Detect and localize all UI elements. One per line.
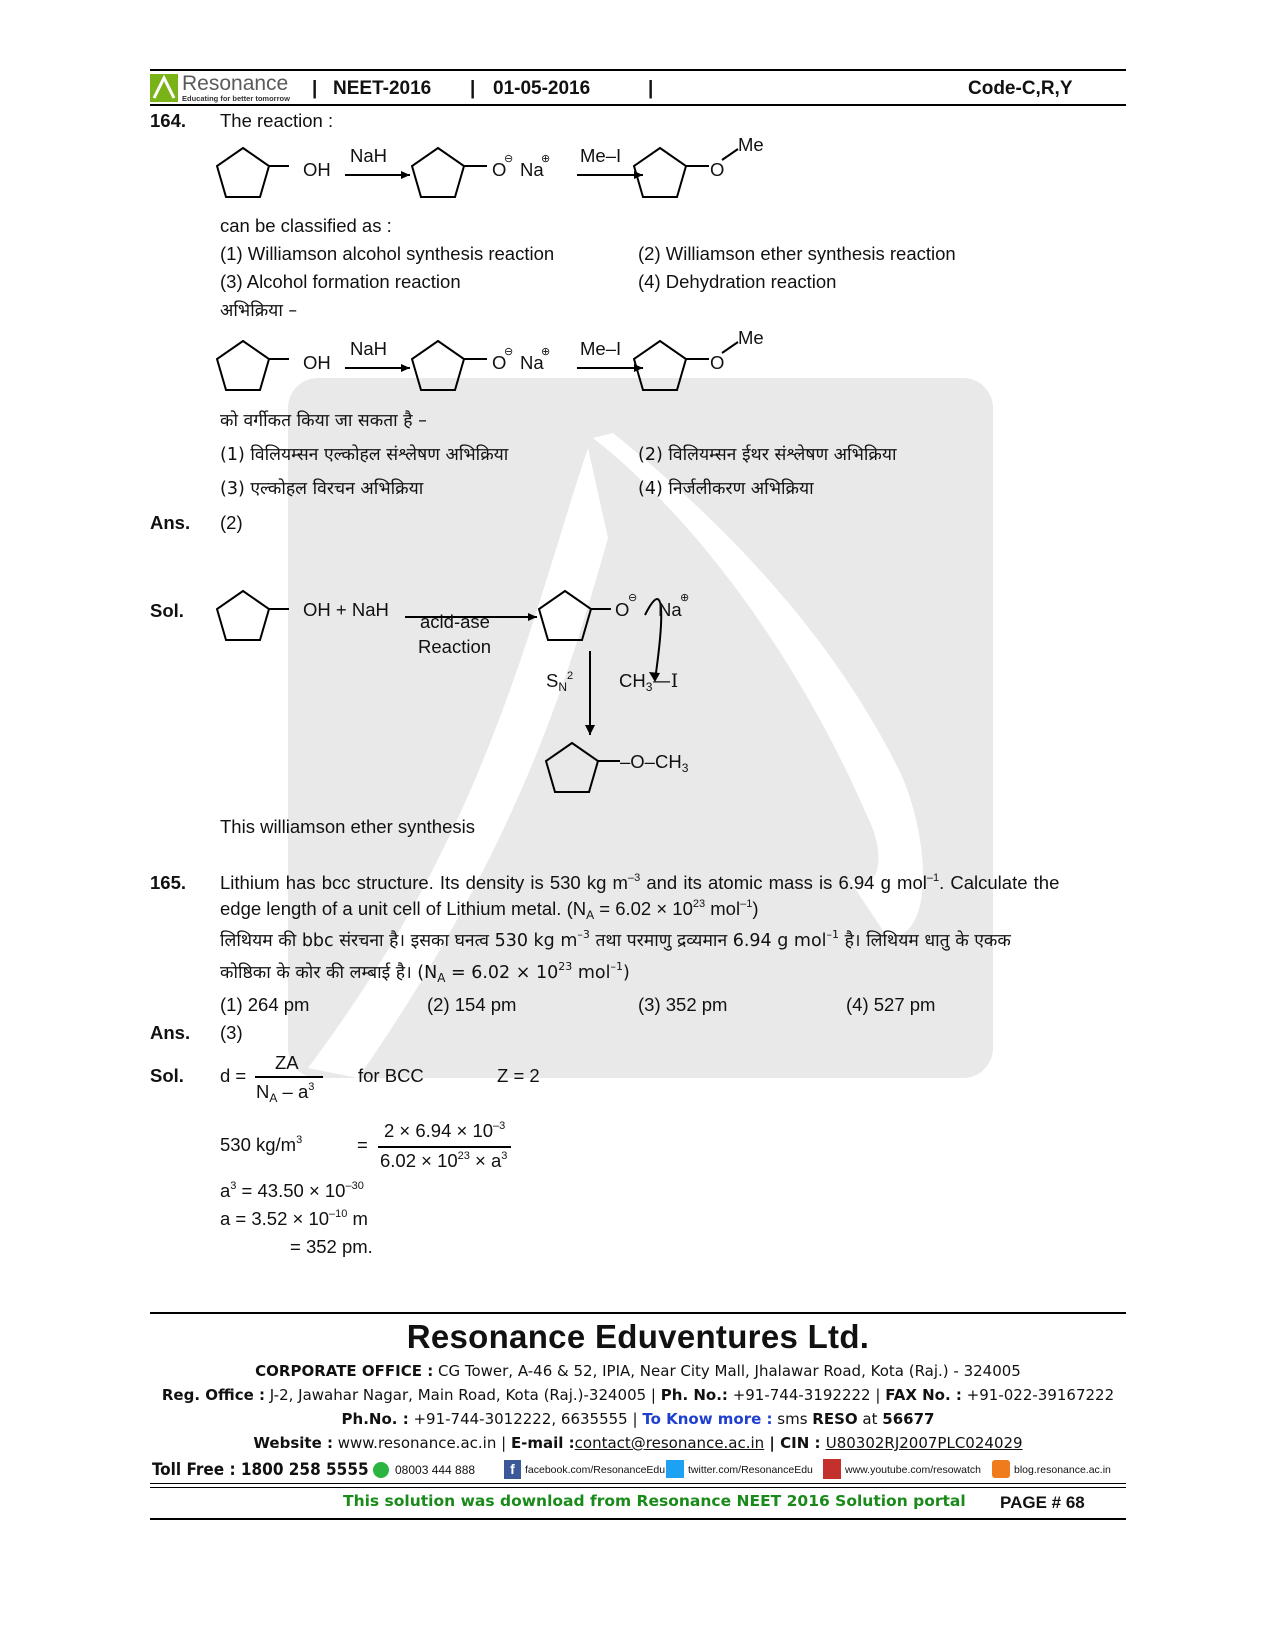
scheme-o: O [710,159,725,180]
exam-name: NEET-2016 [333,78,432,99]
text-segment: – a [277,1081,309,1102]
corporate-office [150,1362,1126,1380]
label: | CIN : [764,1434,826,1452]
minus-charge-icon: ⊖ [504,346,514,358]
text-segment: कोष्ठिका के कोर की लम्बाई है। (N [220,963,438,983]
q164-option-2-hi: (2) विलियम्सन ईथर संश्लेषण अभिक्रिया [638,445,897,465]
sol-result-3: = 352 pm. [290,1236,373,1257]
q164-option-3-en: (3) Alcohol formation reaction [220,271,461,292]
header-top-rule [150,69,1126,71]
sub: A [586,908,595,922]
text-segment: CG Tower, A-46 & 52, IPIA, Near City Mall, Jhalawar Road, Kota (Raj.) - 324005 [433,1362,1021,1380]
sol-frac-num: ZA [275,1052,299,1073]
header-sep-2: | [470,78,476,99]
sub: A [437,971,446,985]
sup: –10 [329,1208,348,1220]
q165-en-line-2 [220,898,759,920]
q165-sol-label: Sol. [150,1065,184,1086]
twitter-link[interactable]: twitter.com/ResonanceEdu [688,1464,813,1476]
whatsapp-icon [373,1462,389,1478]
logo-tagline: Educating for better tomorrow [182,94,290,103]
sol-oh-nah: OH + NaH [303,599,389,620]
sup: –3 [577,928,590,941]
q164-number: 164. [150,110,187,131]
q164-option-1-en: (1) Williamson alcohol synthesis reaction [220,243,555,264]
email-link[interactable]: contact@resonance.ac.in [574,1434,765,1452]
sup: –3 [627,872,641,884]
label: E-mail : [510,1434,575,1452]
q164-stem-hi: अभिक्रिया – [220,301,298,321]
minus-charge-icon: ⊖ [628,592,638,604]
scheme-reagent-mei: Me–I [580,145,622,166]
sol-frac2-num [384,1120,505,1142]
sn-sub: N [558,680,568,694]
toll-free: Toll Free : 1800 258 5555 [152,1460,369,1480]
text-segment: Lithium has bcc structure. Its density is 530 kg m [220,872,628,893]
q165-hi-line-1 [220,930,1011,952]
text-segment: m [347,1208,368,1229]
q164-solution-scheme [215,585,735,810]
scheme-o-minus: O [492,159,507,180]
scheme-oh: OH [303,159,331,180]
q165-option-3: (3) 352 pm [638,994,728,1015]
sol-sn2 [546,670,573,692]
ch3-i: —I [652,671,679,692]
text-segment: 530 kg/m [220,1134,297,1155]
scheme-o: O [710,352,725,373]
sn-sup: 2 [567,670,574,682]
q164-scheme-en [215,134,795,210]
website-line [150,1434,1126,1452]
cin-number: U80302RJ2007PLC024029 [825,1434,1023,1452]
scheme-me: Me [738,327,764,348]
q164-answer: (2) [220,512,243,533]
scheme-reagent-mei: Me–I [580,338,622,359]
sup: 3 [501,1150,508,1162]
text-segment: N [256,1081,270,1102]
sol-na: Na [658,599,682,620]
text-segment: +91-744-3012222, 6635555 | [408,1410,643,1428]
label: Reg. Office : [161,1386,266,1404]
q165-answer: (3) [220,1022,243,1043]
label: FAX No. : [885,1386,962,1404]
sup: –3 [493,1120,506,1132]
sup: –30 [345,1180,364,1192]
ch3-sub: 3 [645,680,653,694]
fraction-bar [378,1146,511,1148]
logo-icon [150,74,178,102]
sup: –1 [926,872,940,884]
text-segment: mol [705,898,741,919]
phone-line [150,1410,1126,1428]
text-segment: +91-022-39167222 [961,1386,1115,1404]
q164-option-4-hi: (4) निर्जलीकरण अभिक्रिया [638,479,814,499]
q165-hi-line-2 [220,962,630,984]
q164-option-2-en: (2) Williamson ether synthesis reaction [638,243,956,264]
och3-sub: 3 [681,761,689,775]
sol-equals: = [357,1134,368,1155]
text-segment: लिथियम की bbc संरचना है। इसका घनत्व 530 kg m [220,931,578,951]
sup: –1 [826,928,840,941]
sup: 3 [230,1180,237,1192]
text-segment: a [220,1180,231,1201]
text-segment: sms [772,1410,813,1428]
sup: 23 [558,960,573,973]
label: Ph. No.: [660,1386,728,1404]
exam-code: Code-C,R,Y [968,78,1073,99]
q164-option-3-hi: (3) एल्कोहल विरचन अभिक्रिया [220,479,424,499]
facebook-icon: f [504,1460,521,1479]
sup: 3 [296,1134,303,1146]
label: RESO [812,1410,858,1428]
resonance-logo [150,74,178,107]
footer-top-rule [150,1312,1126,1314]
website-link[interactable]: www.resonance.ac.in | [332,1434,511,1452]
q164-option-4-en: (4) Dehydration reaction [638,271,837,292]
plus-charge-icon: ⊕ [541,346,551,358]
q165-option-2: (2) 154 pm [427,994,517,1015]
footer-rule-1 [150,1483,1126,1484]
scheme-na: Na [520,352,544,373]
q165-option-1: (1) 264 pm [220,994,310,1015]
facebook-link[interactable]: facebook.com/ResonanceEdu [525,1464,666,1476]
q164-classified-en: can be classified as : [220,215,392,236]
q165-number: 165. [150,872,187,893]
header-sep-3: | [648,78,654,99]
sol-arrow-label-top: acid-ase [420,611,490,632]
text-segment: and its atomic mass is 6.94 g mol [640,872,927,893]
sol-d-eq: d = [220,1065,247,1086]
youtube-icon [823,1459,841,1479]
scheme-reagent-nah: NaH [350,338,388,359]
scheme-me: Me [738,134,764,155]
blog-link[interactable]: blog.resonance.ac.in [1014,1464,1111,1476]
whatsapp-number[interactable]: 08003 444 888 [395,1463,476,1477]
q164-sol-conclusion: This williamson ether synthesis [220,816,475,837]
text-segment: mol [572,963,611,983]
sup: –1 [740,898,753,910]
header-sep-1: | [312,78,318,99]
q164-classified-hi: को वर्गीकत किया जा सकता है – [220,411,427,431]
sol-o-minus: O [615,599,630,620]
label: To Know more : [642,1410,773,1428]
text-segment: 2 × 6.94 × 10 [384,1120,494,1141]
text-segment: = 6.02 × 10 [594,898,693,919]
q165-en-line-1 [220,872,1059,894]
text-segment: = 6.02 × 10 [445,963,559,983]
fraction-bar [255,1076,323,1078]
text-segment: a = 3.52 × 10 [220,1208,330,1229]
text-segment: ) [622,963,630,983]
q164-scheme-hi [215,327,795,403]
label: CORPORATE OFFICE : [255,1362,434,1380]
sub: A [269,1091,278,1105]
twitter-icon [666,1460,684,1478]
sol-och3 [620,751,688,773]
header-bottom-rule [150,104,1126,106]
text-segment: J-2, Jawahar Nagar, Main Road, Kota (Raj.)-324005 | [265,1386,661,1404]
sol-lhs [220,1134,302,1156]
scheme-na: Na [520,159,544,180]
label: Website : [253,1434,333,1452]
text-segment: है। लिथियम धातु के एकक [839,931,1011,951]
och3-text: –O–CH [620,751,682,772]
footer-bottom-rule [150,1518,1126,1520]
youtube-link[interactable]: www.youtube.com/resowatch [845,1464,981,1476]
plus-charge-icon: ⊕ [541,153,551,165]
sn-text: S [546,670,559,691]
registered-office [150,1386,1126,1404]
blogger-icon [992,1460,1010,1478]
sup: 3 [308,1081,315,1093]
text-segment: at [857,1410,883,1428]
sol-arrow-label-bottom: Reaction [418,636,492,657]
label: Ph.No. : [341,1410,409,1428]
scheme-o-minus: O [492,352,507,373]
sol-for-bcc: for BCC [358,1065,424,1086]
logo-name: Resonance [182,72,289,95]
sup: 23 [457,1150,470,1162]
text-segment: edge length of a unit cell of Lithium metal. (N [220,898,587,919]
sol-ch3i [619,670,678,693]
exam-date: 01-05-2016 [493,78,591,99]
text-segment: = 43.50 × 10 [236,1180,346,1201]
download-note: This solution was download from Resonance NEET 2016 Solution portal [343,1492,966,1510]
minus-charge-icon: ⊖ [504,153,514,165]
label: 56677 [882,1410,935,1428]
q164-stem-en: The reaction : [220,110,334,131]
text-segment: +91-744-3192222 | [727,1386,886,1404]
footer-rule-2 [150,1487,1126,1488]
company-name: Resonance Eduventures Ltd. [406,1318,870,1355]
text-segment: 6.02 × 10 [380,1150,458,1171]
text-segment: ) [752,898,759,919]
sup: 23 [692,898,706,910]
q165-option-4: (4) 527 pm [846,994,936,1015]
page-number: PAGE # 68 [1000,1493,1085,1512]
plus-charge-icon: ⊕ [680,592,690,604]
text-segment: . Calculate the [939,872,1060,893]
sol-result-2 [220,1208,368,1230]
q165-ans-label: Ans. [150,1022,191,1043]
sol-frac2-den [380,1150,507,1172]
q164-ans-label: Ans. [150,512,191,533]
q164-option-1-hi: (1) विलियम्सन एल्कोहल संश्लेषण अभिक्रिया [220,445,509,465]
sol-result-1 [220,1180,364,1202]
text-segment: × a [469,1150,502,1171]
sol-frac-den [256,1081,314,1103]
text-segment: तथा परमाणु द्रव्यमान 6.94 g mol [589,931,827,951]
ch3-text: CH [619,670,646,691]
sup: –1 [610,960,623,973]
q164-sol-label: Sol. [150,600,184,621]
scheme-oh: OH [303,352,331,373]
sol-z: Z = 2 [497,1065,540,1086]
scheme-reagent-nah: NaH [350,145,388,166]
